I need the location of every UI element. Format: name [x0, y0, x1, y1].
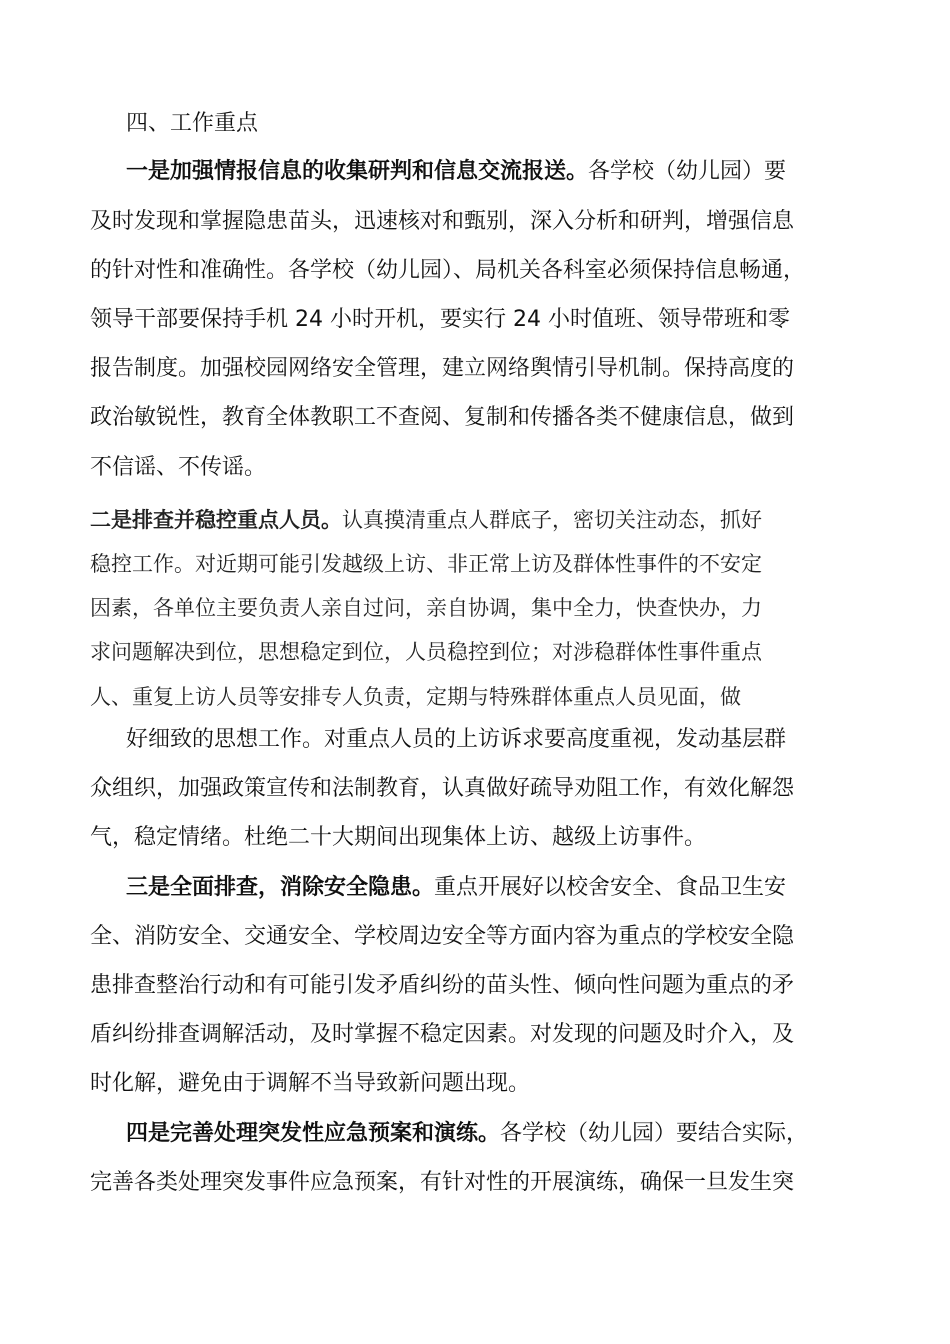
paragraph-3-lead: 三是全面排查，消除安全隐患。: [126, 875, 435, 900]
paragraph-2-text: 认真摸清重点人群底子，密切关注动态，抓好: [342, 508, 762, 532]
paragraph-2-line-7: 众组织，加强政策宣传和法制教育，认真做好疏导劝阻工作，有效化解怨: [90, 776, 795, 801]
section-heading: 四、工作重点: [126, 111, 259, 136]
paragraph-1-line-2: 及时发现和掌握隐患苗头，迅速核对和甄别，深入分析和研判，增强信息: [90, 209, 795, 234]
paragraph-1-line-7: 不信谣、不传谣。: [90, 455, 267, 480]
paragraph-2-line-4: 求问题解决到位，思想稳定到位，人员稳控到位；对涉稳群体性事件重点: [90, 640, 762, 664]
paragraph-1-text: 各学校（幼儿园）要: [588, 159, 787, 184]
paragraph-2-line-6: 好细致的思想工作。对重点人员的上访诉求要高度重视，发动基层群: [126, 727, 787, 752]
paragraph-2-line-5: 人、重复上访人员等安排专人负责，定期与特殊群体重点人员见面，做: [90, 685, 741, 709]
paragraph-1-line-3: 的针对性和准确性。各学校（幼儿园）、局机关各科室必须保持信息畅通，: [90, 258, 806, 283]
paragraph-3-line-3: 患排查整治行动和有可能引发矛盾纠纷的苗头性、倾向性问题为重点的矛: [90, 973, 795, 998]
paragraph-2-line-1: [90, 506, 762, 534]
paragraph-3-line-5: 时化解，避免由于调解不当导致新问题出现。: [90, 1071, 531, 1096]
paragraph-4-lead: 四是完善处理突发性应急预案和演练。: [126, 1121, 501, 1146]
paragraph-1-lead: 一是加强情报信息的收集研判和信息交流报送。: [126, 159, 589, 184]
paragraph-3-line-4: 盾纠纷排查调解活动，及时掌握不稳定因素。对发现的问题及时介入，及: [90, 1022, 795, 1047]
paragraph-4-line-1: [126, 1120, 808, 1148]
paragraph-1-line-5: 报告制度。加强校园网络安全管理，建立网络舆情引导机制。保持高度的: [90, 356, 795, 381]
paragraph-2-lead: 二是排查并稳控重点人员。: [90, 507, 342, 532]
paragraph-4-text: 各学校（幼儿园）要结合实际，: [500, 1121, 809, 1146]
paragraph-3-line-1: [126, 874, 786, 902]
paragraph-4-line-2: 完善各类处理突发事件应急预案，有针对性的开展演练，确保一旦发生突: [90, 1170, 795, 1195]
paragraph-3-text: 重点开展好以校舍安全、食品卫生安: [434, 875, 787, 900]
paragraph-1-line-1: [126, 158, 786, 186]
paragraph-2-line-2: 稳控工作。对近期可能引发越级上访、非正常上访及群体性事件的不安定: [90, 552, 762, 576]
paragraph-2-line-3: 因素，各单位主要负责人亲自过问，亲自协调，集中全力，快查快办，力: [90, 596, 762, 620]
paragraph-2-line-8: 气，稳定情绪。杜绝二十大期间出现集体上访、越级上访事件。: [90, 825, 707, 850]
paragraph-1-line-6: 政治敏锐性，教育全体教职工不查阅、复制和传播各类不健康信息，做到: [90, 405, 795, 430]
paragraph-3-line-2: 全、消防安全、交通安全、学校周边安全等方面内容为重点的学校安全隐: [90, 924, 795, 949]
paragraph-1-line-4: 领导干部要保持手机 24 小时开机，要实行 24 小时值班、领导带班和零: [90, 307, 790, 332]
